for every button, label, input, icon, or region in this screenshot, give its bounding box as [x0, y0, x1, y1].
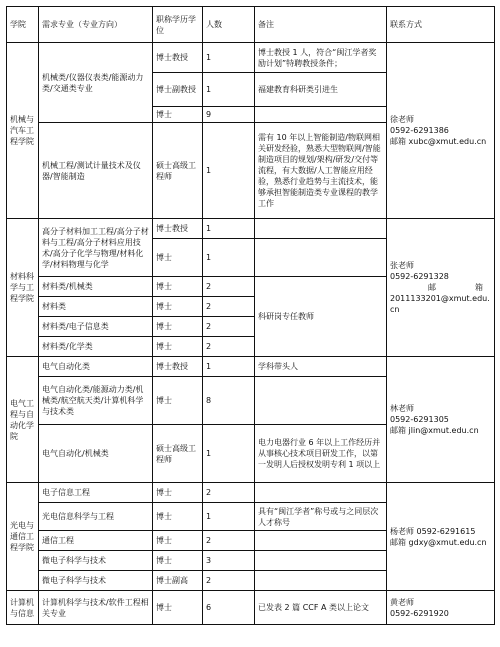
header-title: 职称学历学位 [153, 7, 203, 43]
count-cell: 1 [203, 219, 255, 239]
college-mech: 机械与汽车工程学院 [7, 43, 39, 219]
table-header-row [7, 7, 495, 43]
remark-cell: 博士教授 1 人，符合“闽江学者奖励计划”特聘教授条件； [255, 43, 387, 73]
remark-cell [255, 239, 387, 277]
title-cell: 博士教授 [153, 43, 203, 73]
remark-cell: 电力电器行业 6 年以上工作经历并从事核心技术项目研发工作，以第一发明人后授权发明专利 1 项以上 [255, 425, 387, 483]
college-materials: 材料科学与工程学院 [7, 219, 39, 357]
contact-email-label [390, 282, 491, 293]
contact-phone: 0592-6291920 [390, 608, 449, 618]
contact-phone: 0592-6291386 [390, 126, 449, 135]
major-cell: 材料类/电子信息类 [39, 317, 153, 337]
count-cell: 8 [203, 377, 255, 425]
major-cell: 电子信息工程 [39, 483, 153, 503]
major-cell: 电气自动化/机械类 [39, 425, 153, 483]
title-cell: 博士 [153, 337, 203, 357]
count-cell: 2 [203, 483, 255, 503]
contact-electrical [387, 357, 495, 483]
contact-person: 黄老师 [390, 597, 414, 607]
title-cell: 博士 [153, 591, 203, 625]
header-major: 需求专业（专业方向） [39, 7, 153, 43]
title-cell: 硕士高级工程师 [153, 425, 203, 483]
major-cell: 光电信息科学与工程 [39, 503, 153, 531]
header-contact: 联系方式 [387, 7, 495, 43]
title-cell: 博士 [153, 503, 203, 531]
remark-cell [255, 377, 387, 425]
remark-cell [255, 531, 387, 551]
count-cell: 1 [203, 425, 255, 483]
contact-mech [387, 43, 495, 219]
major-cell: 电气自动化类/能源动力类/机械类/航空航天类/计算机科学与技术类 [39, 377, 153, 425]
major-cell: 材料类 [39, 297, 153, 317]
title-cell: 博士 [153, 277, 203, 297]
contact-phone: 0592-6291328 [390, 272, 449, 281]
remark-cell: 需有 10 年以上智能制造/物联网相关研发经验，熟悉大型物联网/智能制造项目的规划/架构/研发/交付等流程，有大数据/人工智能应用经验，熟悉行业趋势与主流技术，能够承担智能制造类专业课程的教学工作 [255, 123, 387, 219]
major-cell: 材料类/化学类 [39, 337, 153, 357]
count-cell: 2 [203, 571, 255, 591]
contact-phone: 0592-6291305 [390, 415, 449, 424]
contact-optoelectronics [387, 483, 495, 591]
table-row [7, 357, 495, 377]
title-cell: 博士 [153, 483, 203, 503]
remark-cell: 学科带头人 [255, 357, 387, 377]
count-cell: 2 [203, 531, 255, 551]
count-cell: 9 [203, 107, 255, 123]
count-cell: 1 [203, 73, 255, 107]
title-cell: 博士 [153, 317, 203, 337]
email-label-1: 邮 [428, 283, 436, 292]
email-label-2: 箱 [475, 283, 483, 292]
college-optoelectronics: 光电与通信工程学院 [7, 483, 39, 591]
header-remark: 备注 [255, 7, 387, 43]
contact-email: 邮箱 gdxy@xmut.edu.cn [390, 537, 487, 547]
header-college: 学院 [7, 7, 39, 43]
count-cell: 2 [203, 277, 255, 297]
remark-cell [255, 107, 387, 123]
major-cell: 高分子材料加工工程/高分子材料与工程/高分子材料应用技术/高分子化学与物理/材料化学/材料物理与化学 [39, 219, 153, 277]
remark-cell [255, 219, 387, 239]
contact-person: 杨老师 0592-6291615 [390, 526, 476, 536]
major-cell: 计算机科学与技术/软件工程相关专业 [39, 591, 153, 625]
major-cell: 微电子科学与技术 [39, 551, 153, 571]
title-cell: 博士教授 [153, 219, 203, 239]
count-cell: 2 [203, 337, 255, 357]
title-cell: 博士 [153, 297, 203, 317]
remark-cell [255, 571, 387, 591]
title-cell: 博士 [153, 531, 203, 551]
remark-cell: 科研岗专任教师 [255, 277, 387, 357]
major-cell: 微电子科学与技术 [39, 571, 153, 591]
recruitment-table [6, 6, 495, 625]
contact-person: 林老师 [390, 404, 414, 413]
remark-cell [255, 483, 387, 503]
contact-email: 邮箱 xubc@xmut.edu.cn [390, 137, 487, 146]
major-cell: 电气自动化类 [39, 357, 153, 377]
count-cell: 1 [203, 123, 255, 219]
table-row [7, 43, 495, 73]
major-cell: 机械工程/测试计量技术及仪器/智能制造 [39, 123, 153, 219]
title-cell: 硕士高级工程师 [153, 123, 203, 219]
contact-email: 邮箱 jlin@xmut.edu.cn [390, 426, 479, 435]
remark-cell: 福建教育科研类引进生 [255, 73, 387, 107]
major-cell: 机械类/仪器仪表类/能源动力类/交通类专业 [39, 43, 153, 123]
count-cell: 2 [203, 297, 255, 317]
table-row [7, 591, 495, 625]
count-cell: 3 [203, 551, 255, 571]
title-cell: 博士 [153, 551, 203, 571]
college-computer: 计算机与信息 [7, 591, 39, 625]
count-cell: 1 [203, 357, 255, 377]
title-cell: 博士 [153, 377, 203, 425]
table-row [7, 483, 495, 503]
major-cell: 通信工程 [39, 531, 153, 551]
title-cell: 博士副高 [153, 571, 203, 591]
remark-cell: 已发表 2 篇 CCF A 类以上论文 [255, 591, 387, 625]
contact-materials [387, 219, 495, 357]
count-cell: 1 [203, 43, 255, 73]
remark-cell [255, 551, 387, 571]
title-cell: 博士副教授 [153, 73, 203, 107]
contact-email: 2011133201@xmut.edu.cn [390, 294, 490, 314]
major-cell: 材料类/机械类 [39, 277, 153, 297]
college-electrical: 电气工程与自动化学院 [7, 357, 39, 483]
contact-computer [387, 591, 495, 625]
title-cell: 博士教授 [153, 357, 203, 377]
count-cell: 1 [203, 239, 255, 277]
count-cell: 6 [203, 591, 255, 625]
contact-person: 张老师 [390, 261, 414, 270]
title-cell: 博士 [153, 107, 203, 123]
contact-person: 徐老师 [390, 115, 414, 124]
title-cell: 博士 [153, 239, 203, 277]
table-row [7, 219, 495, 239]
header-count: 人数 [203, 7, 255, 43]
remark-cell: 具有“闽江学者”称号或与之同层次人才称号 [255, 503, 387, 531]
count-cell: 2 [203, 317, 255, 337]
count-cell: 1 [203, 503, 255, 531]
